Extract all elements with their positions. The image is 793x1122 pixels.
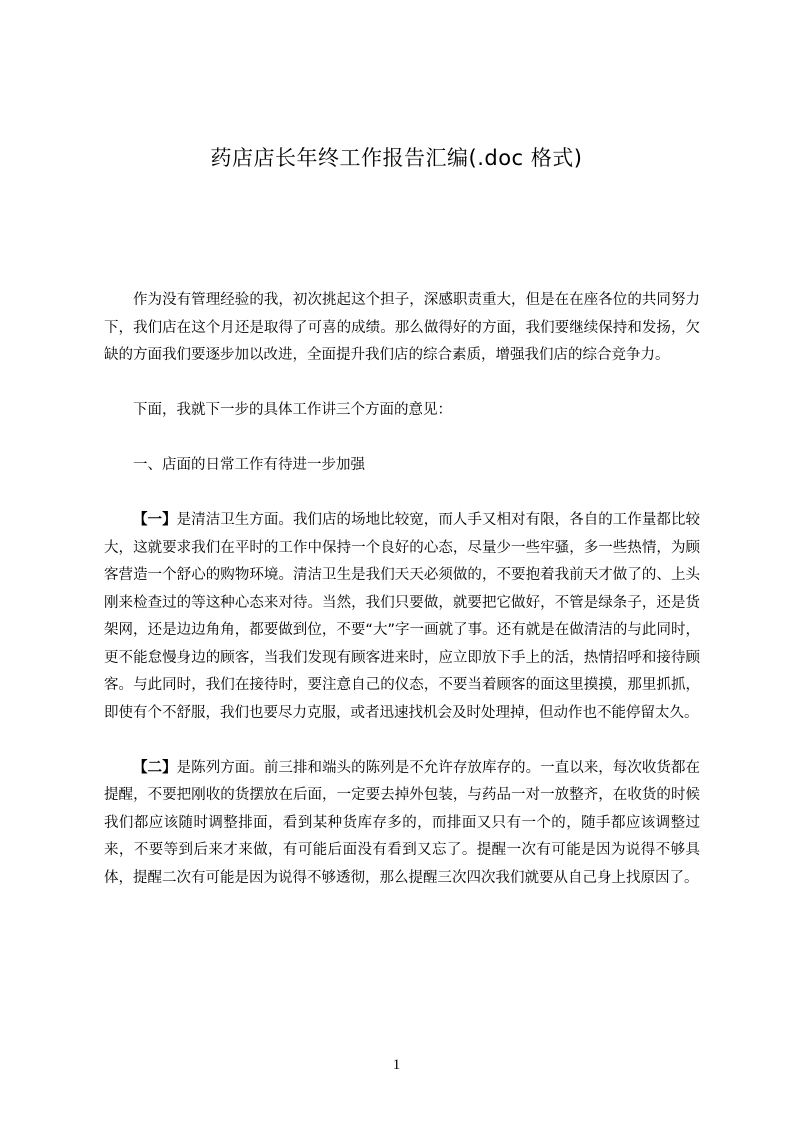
intro-paragraph: 作为没有管理经验的我，初次挑起这个担子，深感职责重大，但是在在座各位的共同努力下，我们店在这个月还是取得了可喜的成绩。那么做得好的方面，我们要继续保持和发扬，欠缺的方面我们要逐步加以改进，全面提升我们店的综合素质，增强我们店的综合竞争力。: [104, 292, 700, 363]
section-one-heading: 一、店面的日常工作有待进一步加强: [133, 457, 365, 473]
item-one-paragraph: [104, 507, 700, 727]
next-steps-paragraph: 下面，我就下一步的具体工作讲三个方面的意见：: [133, 402, 452, 418]
page-number: 1: [392, 1057, 401, 1073]
item-two-text: 是陈列方面。前三排和端头的陈列是不允许存放库存的。一直以来，每次收货都在提醒，不要把刚收的货摆放在后面，一定要去掉外包装，与药品一对一放整齐，在收货的时候我们都应该随时调整排面，看到某种货库存多的，而排面又只有一个的，随手都应该调整过来，不要等到后来才来做，有可能后面没有看到又忘了。提醒一次有可能是因为说得不够具体，提醒二次有可能是因为说得不够透彻，那么提醒三次四次我们就要从自己身上找原因了。: [104, 759, 701, 886]
document-body: [104, 287, 700, 920]
item-one-label: 【一】: [133, 512, 177, 528]
item-two-paragraph: [104, 755, 700, 893]
item-one-text: 是清洁卫生方面。我们店的场地比较宽，而人手又相对有限，各自的工作量都比较大，这就要求我们在平时的工作中保持一个良好的心态，尽量少一些牢骚，多一些热情，为顾客营造一个舒心的购物环境。清洁卫生是我们天天必须做的，不要抱着我前天才做了的、上头刚来检查过的等这种心态来对待。当然，我们只要做，就要把它做好，不管是绿条子，还是货架网，还是边边角角，都要做到位，不要“大”字一画就了事。还有就是在做清洁的与此同时，更不能怠慢身边的顾客，当我们发现有顾客进来时，应立即放下手上的活，热情招呼和接待顾客。与此同时，我们在接待时，要注意自己的仪态，不要当着顾客的面这里摸摸，那里抓抓，即使有个不舒服，我们也要尽力克服，或者迅速找机会及时处理掉，但动作也不能停留太久。: [104, 512, 701, 721]
document-title: 药店店长年终工作报告汇编(.doc 格式): [210, 146, 583, 170]
item-two-label: 【二】: [133, 759, 177, 776]
